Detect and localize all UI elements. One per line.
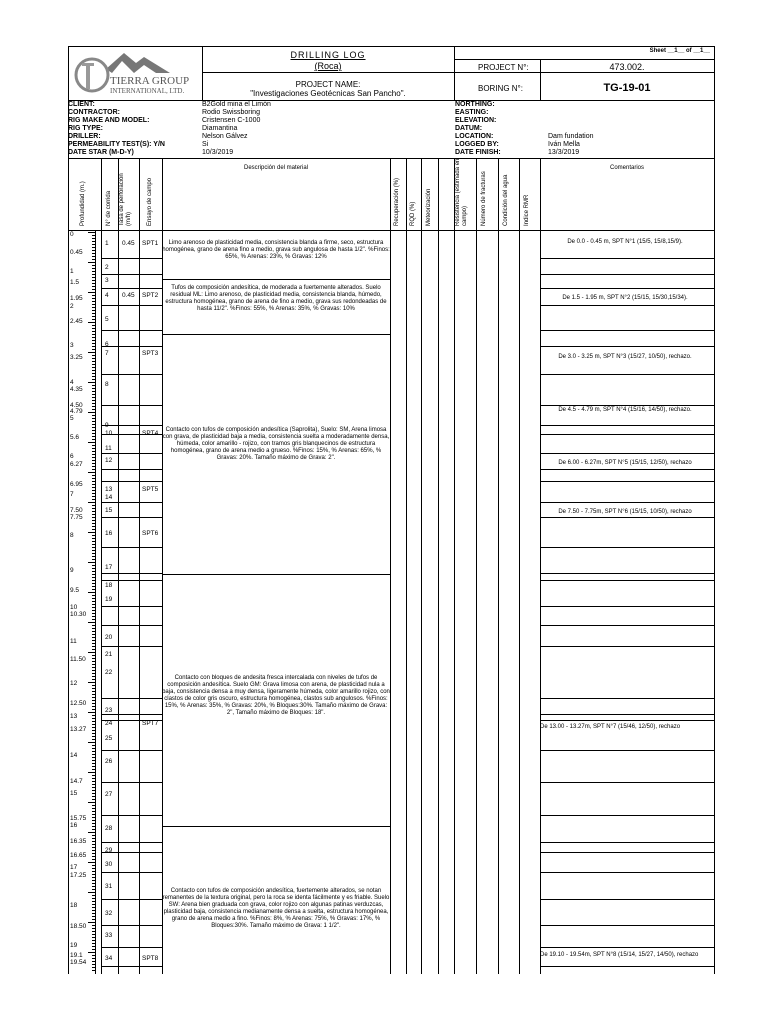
comment-spt3: De 3.0 - 3.25 m, SPT N°3 (15/27, 10/50), rechazo. [558,354,692,360]
depth-label: 16.35 [70,838,87,845]
run-row-line [101,517,162,518]
comment-spt2: De 1.5 - 1.95 m, SPT N°2 (15/15, 15/30,15/34). [562,295,688,301]
boring-no-label: BORING N°: [478,84,523,93]
rig-type-value: Diamantina [202,125,238,132]
depth-tick [88,742,95,743]
run-number: 25 [105,735,113,742]
run-number: 5 [105,316,109,323]
depth-label: 0.45 [70,249,83,256]
run-number: 30 [105,861,113,868]
northing-label: NORTHING: [455,101,495,108]
run-row-line [101,782,162,783]
depth-label: 1.95 [70,295,83,302]
depth-label: 1.5 [70,279,80,286]
run-number: 4 [105,292,109,299]
date-start-value: 10/3/2019 [202,149,234,156]
run-row-line [101,714,162,715]
comment-row-line [540,646,714,647]
run-row-line [101,305,162,306]
description-unit-1: Limo arenoso de plasticidad media, consistencia blanda a firme, seco, estructura homogénea, grano de arena fino a medio, grava sub angulosa de hasta 1/2". %Finos: 65%, % Arenas: 23%, % Gravas: 12% [162,240,390,260]
depth-tick [88,472,95,473]
col-rqd: RQD (%) [410,201,416,226]
depth-tick [88,802,95,803]
run-row-line [101,646,162,647]
depth-label: 15.75 [70,815,87,822]
permeability-value: Si [202,141,209,148]
location-label: LOCATION: [455,133,494,140]
run-field-test: SPT1 [142,240,159,247]
run-row-line [101,469,162,470]
depth-label: 11.50 [70,656,86,663]
contractor-label: CONTRACTOR: [68,109,120,116]
run-number: 22 [105,669,113,676]
depth-label: 0 [70,231,74,238]
description-unit-5: Contacto con tufos de composición andesítica, fuertemente alterados, se notan remanentes de la textura original, pero la roca se identa fácilmente y es friable. Suelo SW: Arena bien graduada con grava, color rojizo con algunas patinas verduzcas, plasticidad baja, consistencia medianamente densa a suelta, estructura homogénea, grano de arena medio a fino. %Finos: 8%, % Arenas: 75%, % Gravas: 17%, % Bloques:30%. Tamaño máximo de Grava: 1 1/2". [162,888,390,929]
depth-label: 14.7 [70,778,83,785]
depth-label: 17 [70,864,78,871]
run-number: 8 [105,381,109,388]
run-number: 32 [105,910,113,917]
depth-label: 10.30 [70,611,87,618]
depth-label: 4.50 [70,402,83,409]
depth-tick [88,652,95,653]
depth-tick [88,832,95,833]
run-row-line [101,580,162,581]
depth-label: 9 [70,567,74,574]
run-row-line [101,481,162,482]
run-row-line [101,502,162,503]
depth-tick [88,382,95,383]
comment-row-line [540,346,714,347]
depth-label: 16 [70,822,78,829]
comment-row-line [540,714,714,715]
run-row-line [101,573,162,574]
comment-row-line [540,453,714,454]
run-number: 31 [105,883,113,890]
depth-label: 11 [70,638,77,645]
comment-spt7: De 13.00 - 13.27m, SPT N°7 (15/46, 12/50), rechazo [540,724,681,730]
run-number: 16 [105,530,113,537]
depth-label: 8 [70,532,74,539]
run-row-line [101,288,162,289]
comment-spt6: De 7.50 - 7.75m, SPT N°6 (15/15, 10/50), rechazo [558,509,692,515]
depth-label: 7 [70,491,74,498]
col-water: Condición del agua [503,174,509,226]
run-row-line [101,330,162,331]
depth-label: 13 [70,713,78,720]
rig-make-value: Cristensen C-1000 [202,117,261,124]
depth-label: 15 [70,790,78,797]
depth-tick [88,532,95,533]
depth-tick [88,232,95,233]
run-row-line [101,815,162,816]
depth-label: 19.1 [70,952,83,959]
comment-row-line [540,517,714,518]
comment-row-line [540,899,714,900]
col-recovery: Recuperación (%) [394,177,400,226]
run-row-line [101,425,162,426]
comment-row-line [540,947,714,948]
run-row-line [101,698,162,699]
comment-row-line [540,782,714,783]
run-row-line [101,842,162,843]
run-number: 12 [105,457,113,464]
run-number: 2 [105,264,109,271]
depth-label: 6.27 [70,461,83,468]
run-number: 3 [105,277,109,284]
comment-row-line [540,405,714,406]
col-rmr: Indice RMR [524,194,530,226]
run-row-line [101,346,162,347]
comment-row-line [540,305,714,306]
run-number: 34 [105,955,113,962]
col-weathering: Meteorización [426,188,432,226]
depth-label: 7.75 [70,514,83,521]
depth-tick [88,502,95,503]
depth-tick [88,352,95,353]
depth-label: 12.50 [70,700,87,707]
run-number: 29 [105,847,113,854]
depth-label: 3.25 [70,354,83,361]
comment-row-line [540,502,714,503]
col-advance-rate: Tasa de perforación (m/h) [119,173,132,226]
depth-tick [88,952,95,953]
comment-row-line [540,434,714,435]
elevation-label: ELEVATION: [455,117,497,124]
comment-spt5: De 6.00 - 6.27m, SPT N°5 (15/15, 12/50), rechazo [558,460,692,466]
comment-row-line [540,966,714,967]
run-number: 1 [105,240,109,247]
depth-label: 4.79 [70,408,83,415]
depth-label: 18.50 [70,923,87,930]
run-row-line [101,872,162,873]
col-depth: Profundidad (m.) [80,181,86,226]
logged-by-label: LOGGED BY: [455,141,499,148]
comment-row-line [540,750,714,751]
date-finish-label: DATE FINISH: [455,149,501,156]
run-row-line [101,374,162,375]
comment-row-line [540,925,714,926]
project-name: "Investigaciones Geotécnicas San Pancho". [250,89,406,98]
depth-label: 1 [70,268,74,275]
easting-label: EASTING: [455,109,489,116]
run-row-line [101,274,162,275]
run-number: 23 [105,707,113,714]
run-field-test: SPT6 [142,530,159,537]
depth-label: 7.50 [70,507,83,514]
depth-tick [88,862,95,863]
depth-label: 3 [70,342,74,349]
run-number: 27 [105,791,113,798]
logged-by-value: Iván Mella [548,141,580,148]
depth-label: 5 [70,415,74,422]
depth-label: 2 [70,303,74,310]
rig-type-label: RIG TYPE: [68,125,104,132]
run-number: 7 [105,350,109,357]
run-number: 21 [105,651,113,658]
driller-value: Nelson Gálvez [202,133,248,140]
depth-tick [88,682,95,683]
comment-row-line [540,842,714,843]
comment-row-line [540,547,714,548]
date-finish-value: 13/3/2019 [548,149,580,156]
client-label: CLIENT: [68,101,95,108]
depth-label: 4.35 [70,386,83,393]
run-number: 10 [105,430,113,437]
run-number: 15 [105,507,113,514]
rig-make-label: RIG MAKE AND MODEL: [68,117,150,124]
comment-row-line [540,872,714,873]
depth-tick [88,892,95,893]
comment-row-line [540,481,714,482]
depth-label: 19 [70,942,78,949]
run-advance-rate: 0.45 [122,240,135,247]
company-suffix: INTERNATIONAL, LTD. [110,87,185,95]
run-number: 11 [105,445,112,452]
run-field-test: SPT3 [142,350,159,357]
permeability-label: PERMEABILITY TEST(S): Y/N [68,141,165,148]
run-row-line [101,947,162,948]
col-sample-no: N° de corrida [106,190,112,226]
depth-label: 9.5 [70,587,80,594]
run-row-line [101,606,162,607]
location-value: Dam fundation [548,133,594,140]
run-row-line [101,405,162,406]
page-subtitle: (Roca) [314,61,342,71]
depth-tick [88,562,95,563]
comment-row-line [540,580,714,581]
description-unit-3: Contacto con tufos de composición andesítica (Saprolita), Suelo: SM, Arena limosa con grava, de plasticidad baja a media, consistencia suelta a moderadamente densa, húmeda, color amarillo - rojizo, con tramos gris blanquecinos de estructura homogénea, grano de arena medio a grueso. %Finos: 15%, % Arenas: 65%, % Gravas: 20%. Tamaño máximo de Grava: 2". [162,427,390,461]
description-unit-4: Contacto con bloques de andesita fresca intercalada con niveles de tufos de composición andesítica. Suelo GM: Grava limosa con arena, de plasticidad nula a baja, consistencia densa a muy densa, ligeramente húmeda, color amarillo rojizo, con clastos de color gris oscuro, estructura homogénea, clastos sub angulosos. %Finos: 15%, % Arenas: 35%, % Gravas: 20%, % Bloques:30%. Tamaño máximo de Grava: 2", Tamaño máximo de Bloques: 18". [162,675,390,716]
depth-label: 19.54 [70,959,87,966]
run-row-line [101,453,162,454]
depth-label: 17.25 [70,872,87,879]
comment-row-line [540,374,714,375]
project-no-label: PROJECT N°: [478,63,529,72]
depth-tick [88,772,95,773]
depth-label: 13.27 [70,726,87,733]
depth-label: 2.45 [70,318,83,325]
depth-tick [88,622,95,623]
comment-row-line [540,288,714,289]
comment-row-line [540,698,714,699]
depth-tick [88,412,95,413]
depth-label: 12 [70,680,78,687]
depth-label: 6.95 [70,481,83,488]
depth-tick [88,292,95,293]
depth-label: 6 [70,453,74,460]
col-fractures: Número de fracturas [481,171,487,226]
run-number: 13 [105,486,113,493]
driller-label: DRILLER: [68,133,101,140]
contractor-value: Rodio Swissboring [202,109,260,116]
depth-tick [88,442,95,443]
run-number: 14 [105,494,113,501]
comment-row-line [540,720,714,721]
run-row-line [101,966,162,967]
comment-spt1: De 0.0 - 0.45 m, SPT N°1 (15/5, 15/8,15/9). [567,239,683,245]
comment-row-line [540,425,714,426]
run-row-line [101,547,162,548]
comment-row-line [540,274,714,275]
company-name: TIERRA GROUP [110,75,190,87]
datum-label: DATUM: [455,125,483,132]
company-logo [72,49,200,99]
run-number: 26 [105,758,113,765]
comment-row-line [540,330,714,331]
run-row-line [101,258,162,259]
boring-no: TG-19-01 [603,82,651,94]
run-number: 28 [105,825,113,832]
run-number: 19 [105,596,113,603]
comment-row-line [540,815,714,816]
depth-label: 14 [70,752,78,759]
depth-tick [88,712,95,713]
run-number: 20 [105,634,113,641]
run-field-test: SPT2 [142,292,159,299]
depth-tick [88,592,95,593]
run-number: 17 [105,564,113,571]
project-no: 473.002. [609,62,645,72]
col-comments: Comentarios [609,165,644,171]
page-title: DRILLING LOG [290,50,366,60]
run-advance-rate: 0.45 [122,292,135,299]
client-value: B2Gold mina el Limón [202,101,271,108]
run-field-test: SPT5 [142,486,159,493]
run-row-line [101,230,162,231]
run-field-test: SPT8 [142,955,159,962]
run-row-line [101,625,162,626]
depth-label: 18 [70,902,78,909]
run-row-line [101,750,162,751]
col-description: Descripción del material [243,165,309,171]
depth-label: 16.65 [70,852,87,859]
comment-row-line [540,852,714,853]
comment-row-line [540,606,714,607]
comment-row-line [540,573,714,574]
project-name-label: PROJECT NAME: [295,80,361,89]
run-number: 18 [105,582,113,589]
comment-row-line [540,230,714,231]
col-strength: Resistencia (estimada en campo) [455,158,468,226]
depth-label: 10 [70,604,78,611]
comment-row-line [540,469,714,470]
depth-tick [88,922,95,923]
run-number: 6 [105,341,109,348]
run-row-line [101,899,162,900]
run-number: 9 [105,422,109,429]
depth-tick [88,262,95,263]
depth-tick [88,322,95,323]
run-number: 33 [105,932,113,939]
run-row-line [101,925,162,926]
comment-spt4: De 4.5 - 4.79 m, SPT N°4 (15/16, 14/50), rechazo. [558,407,692,413]
depth-label: 5.6 [70,434,80,441]
run-field-test: SPT7 [142,720,159,727]
comment-row-line [540,258,714,259]
description-unit-2: Tufos de composición andesítica, de moderada a fuertemente alterados. Suelo residual ML: Limo arenoso, de plasticidad media, consistencia blanda, húmedo, estructura homogénea, grano de arena de fino a medio, grava sus redondeadas de hasta 11/2". %Finos: 55%, % Arenas: 35%, % Gravas: 10% [165,285,387,312]
run-number: 24 [105,720,113,727]
sheet-number: Sheet __1__ of __1__ [649,48,710,54]
col-field-test: Ensayo de campo [147,177,153,226]
comment-row-line [540,625,714,626]
run-field-test: SPT4 [142,430,159,437]
date-start-label: DATE STAR (M-D-Y) [68,149,134,156]
depth-label: 4 [70,379,74,386]
comment-spt8: De 19.10 - 19.54m, SPT N°8 (15/14, 15/27, 14/50), rechazo [540,952,699,958]
